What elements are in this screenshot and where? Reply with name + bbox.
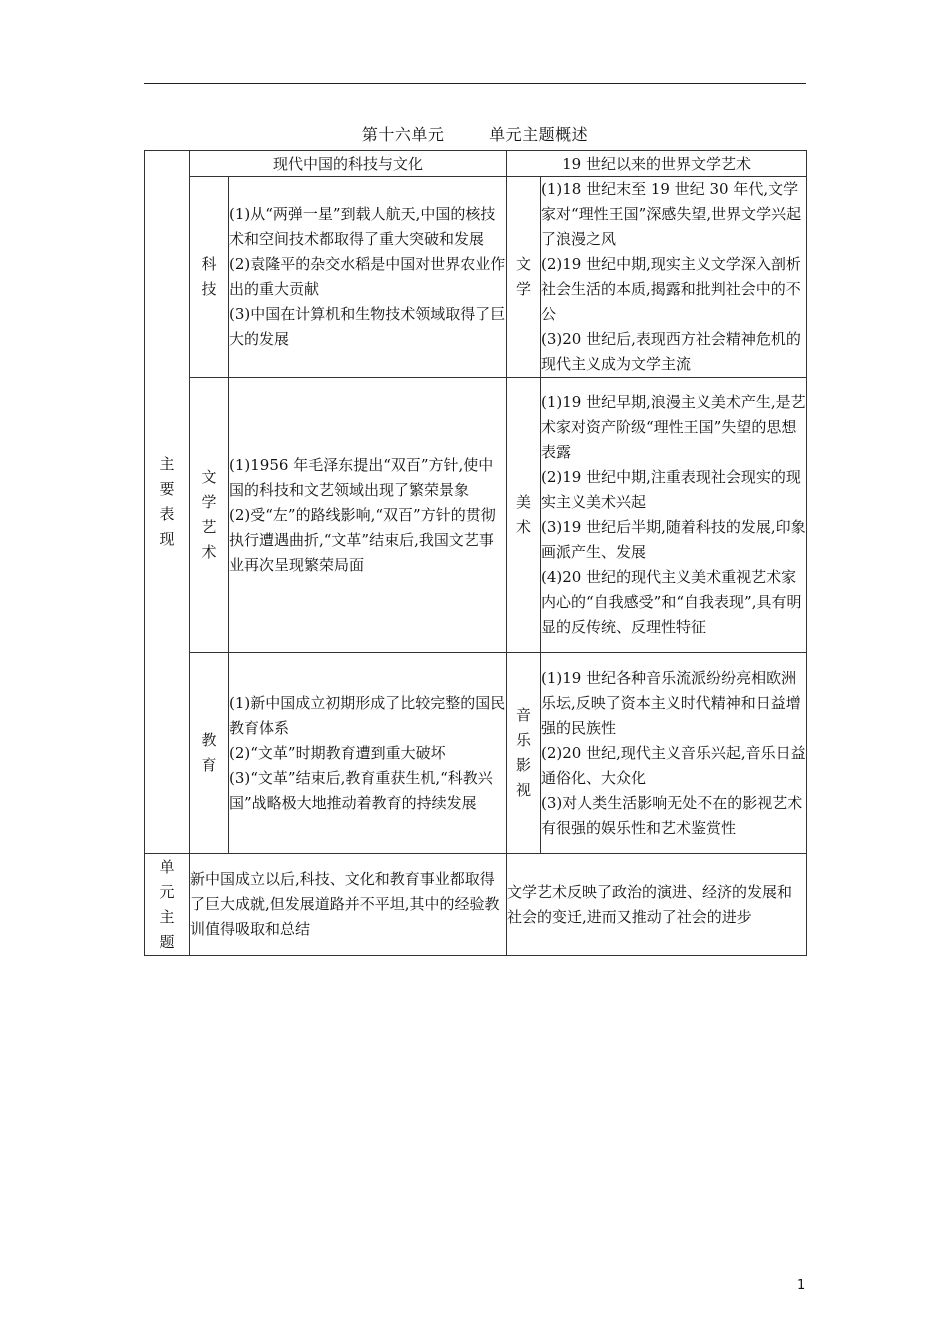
list-item: (2)19 世纪中期,现实主义文学深入剖析社会生活的本质,揭露和批判社会中的不公 <box>541 255 801 323</box>
list-item: (1)19 世纪早期,浪漫主义美术产生,是艺术家对资产阶级“理性王国”失望的思想表露 <box>541 393 806 461</box>
table-row <box>145 378 807 653</box>
list-item: (4)20 世纪的现代主义美术重视艺术家内心的“自我感受”和“自我表现”,具有明显的反传统、反理性特征 <box>541 568 802 636</box>
page-number: 1 <box>797 1278 806 1293</box>
category-label: 文学 <box>507 177 541 378</box>
right-column-header: 19 世纪以来的世界文学艺术 <box>507 151 807 177</box>
list-item: (3)“文革”结束后,教育重获生机,“科教兴国”战略极大地推动着教育的持续发展 <box>229 768 493 812</box>
list-item: (3)中国在计算机和生物技术领域取得了巨大的发展 <box>229 305 506 348</box>
category-label: 科技 <box>190 177 229 378</box>
left-column-header: 现代中国的科技与文化 <box>190 151 507 177</box>
list-item: (1)新中国成立初期形成了比较完整的国民教育体系 <box>229 693 506 737</box>
list-item: (2)“文革”时期教育遭到重大破坏 <box>229 743 446 762</box>
page-title: 第十六单元 单元主题概述 <box>361 125 589 144</box>
list-item: (1)从“两弹一星”到载人航天,中国的核技术和空间技术都取得了重大突破和发展 <box>229 205 496 248</box>
table-row <box>145 177 807 378</box>
header-rule <box>144 83 806 84</box>
table-row <box>145 653 807 854</box>
unit-summary-table <box>144 150 807 956</box>
content-cell <box>229 177 507 378</box>
category-label: 教育 <box>190 653 229 854</box>
content-cell <box>541 378 807 653</box>
unit-theme-label: 单元主题 <box>145 854 190 956</box>
content-cell <box>541 653 807 854</box>
content-cell <box>229 653 507 854</box>
list-item: (1)18 世纪末至 19 世纪 30 年代,文学家对“理性王国”深感失望,世界文学兴起了浪漫之风 <box>541 180 802 248</box>
theme-right-cell: 文学艺术反映了政治的演进、经济的发展和社会的变迁,进而又推动了社会的进步 <box>507 854 807 956</box>
theme-row <box>145 854 807 956</box>
main-performance-label: 主要表现 <box>145 151 190 854</box>
list-item: (1)19 世纪各种音乐流派纷纷亮相欧洲乐坛,反映了资本主义时代精神和日益增强的民族性 <box>541 668 801 737</box>
content-cell <box>541 177 807 378</box>
list-item: (2)受“左”的路线影响,“双百”方针的贯彻执行遭遇曲折,“文革”结束后,我国文艺事业再次呈现繁荣局面 <box>229 505 496 574</box>
content-cell <box>229 378 507 653</box>
list-item: (2)袁隆平的杂交水稻是中国对世界农业作出的重大贡献 <box>229 255 506 298</box>
list-item: (3)19 世纪后半期,随着科技的发展,印象画派产生、发展 <box>541 518 806 561</box>
category-label: 音乐影视 <box>507 653 541 854</box>
list-item: (1)1956 年毛泽东提出“双百”方针,使中国的科技和文艺领域出现了繁荣景象 <box>229 455 494 499</box>
theme-left-cell: 新中国成立以后,科技、文化和教育事业都取得了巨大成就,但发展道路并不平坦,其中的经验教训值得吸取和总结 <box>190 854 507 956</box>
category-label: 文学艺术 <box>190 378 229 653</box>
header-row <box>145 151 807 177</box>
list-item: (2)19 世纪中期,注重表现社会现实的现实主义美术兴起 <box>541 468 801 511</box>
list-item: (2)20 世纪,现代主义音乐兴起,音乐日益通俗化、大众化 <box>541 743 806 787</box>
category-label: 美术 <box>507 378 541 653</box>
list-item: (3)对人类生活影响无处不在的影视艺术有很强的娱乐性和艺术鉴赏性 <box>541 793 803 837</box>
list-item: (3)20 世纪后,表现西方社会精神危机的现代主义成为文学主流 <box>541 330 801 373</box>
